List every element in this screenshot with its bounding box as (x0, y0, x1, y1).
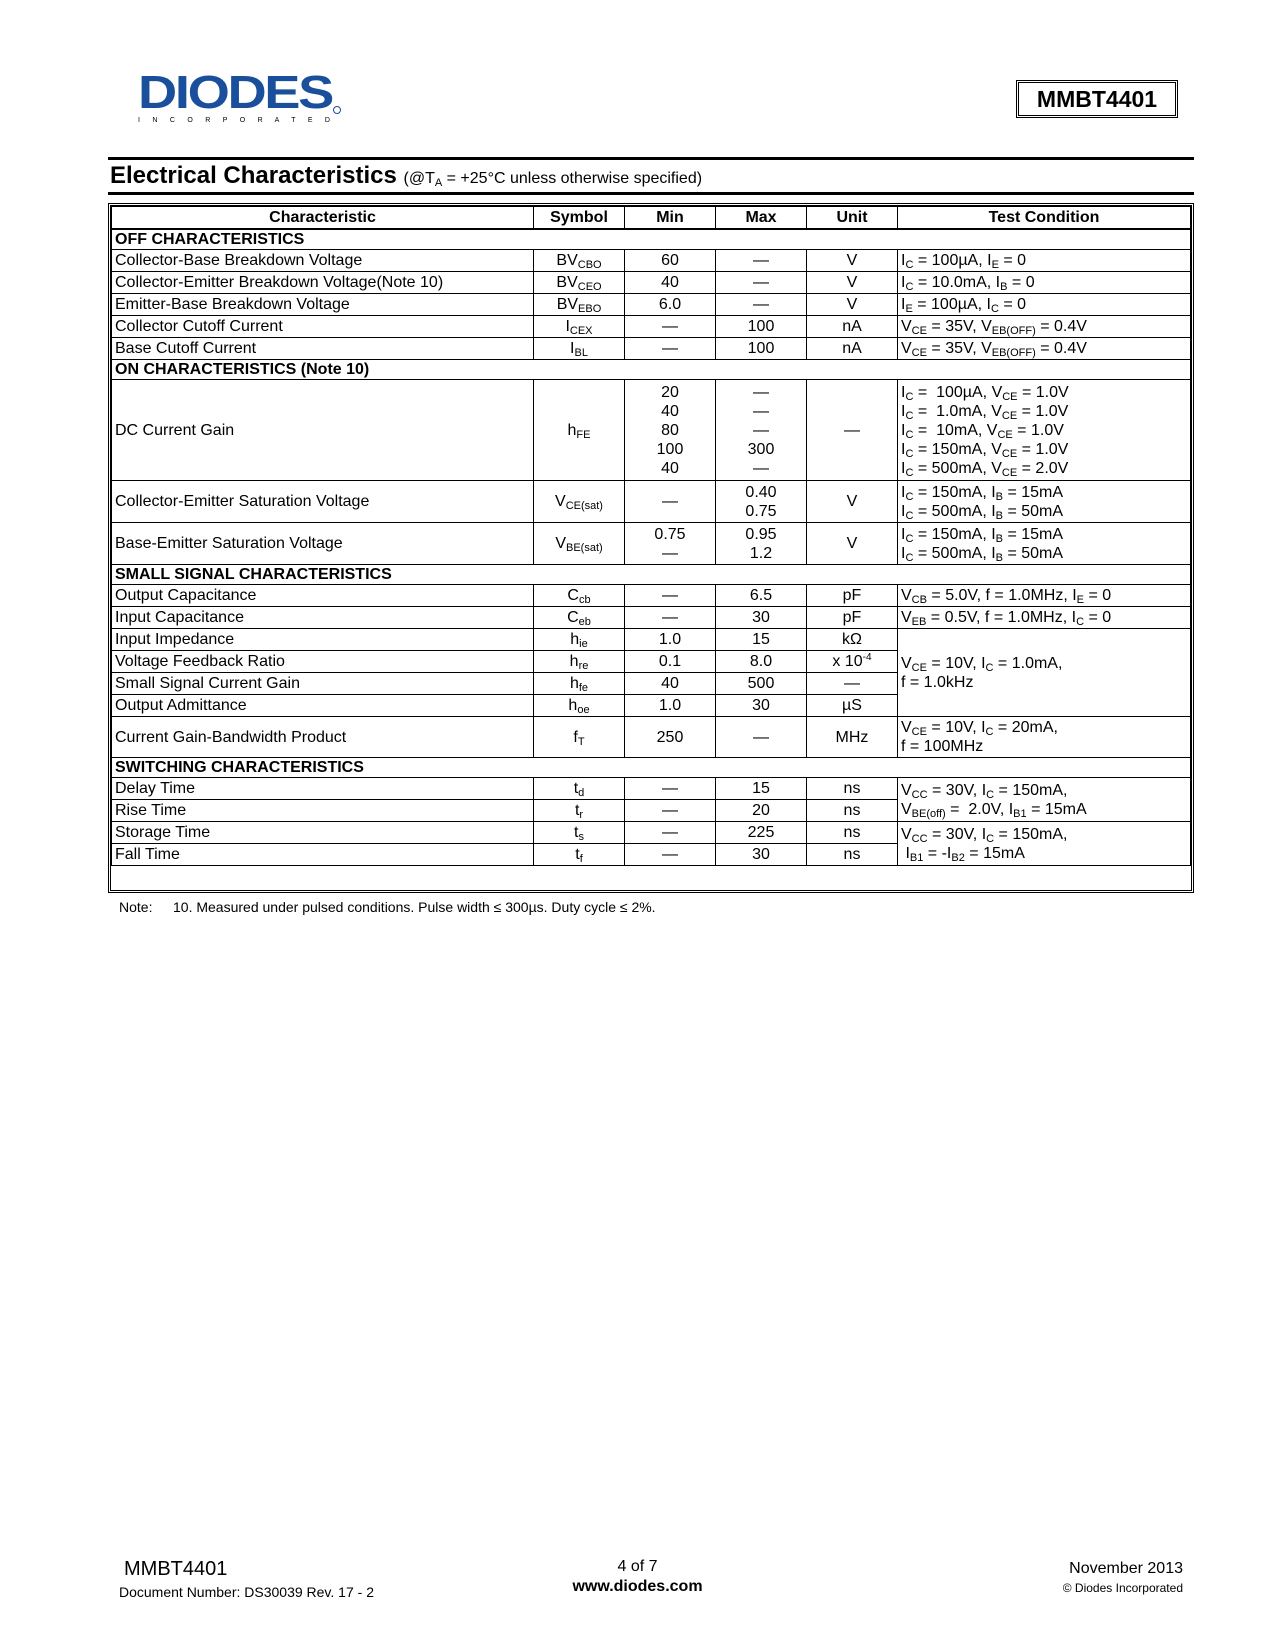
condition-cell (898, 822, 1191, 866)
unit-cell: ns (807, 800, 898, 822)
note-label: Note: (119, 899, 153, 915)
min-cell: — (625, 585, 716, 607)
max-cell: 15 (716, 778, 807, 800)
part-number-badge: MMBT4401 (1016, 80, 1178, 118)
characteristic-cell: Voltage Feedback Ratio (112, 651, 534, 673)
max-cell: 6.5 (716, 585, 807, 607)
min-value: 20 (661, 383, 679, 401)
section-condition: ($@T_A = +25^\circ C$ unless otherwise specified) (403, 170, 703, 189)
condition-line: $I_C = 500mA$, $V_{CE} = 2.0V$ (901, 459, 1069, 479)
table-row (112, 380, 1191, 481)
footer-part-number: MMBT4401 (124, 1558, 228, 1580)
max-cell: 8.0 (716, 651, 807, 673)
characteristic-cell: Small Signal Current Gain (112, 673, 534, 695)
condition-cell (898, 523, 1191, 565)
header-test-condition: Test Condition (898, 207, 1191, 230)
characteristic-cell: Input Impedance (112, 629, 534, 651)
symbol-cell: $BV_{EBO}$ (534, 294, 625, 316)
unit-cell: — (807, 673, 898, 695)
min-cell: — (625, 800, 716, 822)
symbol-cell: $I_{CEX}$ (534, 316, 625, 338)
min-value: 100 (656, 440, 684, 458)
characteristic-cell: Emitter-Base Breakdown Voltage (112, 294, 534, 316)
table-row (112, 250, 1191, 272)
min-cell: — (625, 338, 716, 360)
condition-cell (898, 778, 1191, 822)
table-row (112, 272, 1191, 294)
min-cell: — (625, 481, 716, 523)
symbol-cell: $BV_{CEO}$ (534, 272, 625, 294)
min-cell: 6.0 (625, 294, 716, 316)
symbol-cell: $V_{BE(sat)}$ (534, 523, 625, 565)
min-value: 40 (661, 459, 679, 477)
section-title-text: Electrical Characteristics (110, 162, 397, 189)
max-cell: — (716, 250, 807, 272)
unit-cell: µS (807, 695, 898, 717)
section-row-switching (112, 758, 1191, 778)
min-cell: 40 (625, 272, 716, 294)
condition-line: $I_{B1} = -I_{B2} = 15mA$ (901, 844, 1025, 864)
unit-cell: pF (807, 585, 898, 607)
characteristic-cell: Delay Time (112, 778, 534, 800)
symbol-cell: $t_s$ (534, 822, 625, 844)
symbol-cell: $BV_{CBO}$ (534, 250, 625, 272)
min-value: 0.75 (654, 525, 686, 543)
condition-line: $I_C = 10mA$, $V_{CE} = 1.0V$ (901, 421, 1064, 441)
table-row (112, 607, 1191, 629)
table-row (112, 338, 1191, 360)
logo-wordmark: DIODES (138, 70, 333, 118)
section-label: ON CHARACTERISTICS (Note 10) (112, 360, 1191, 380)
section-label: OFF CHARACTERISTICS (112, 229, 1191, 250)
table-row (112, 316, 1191, 338)
symbol-cell: $h_{re}$ (534, 651, 625, 673)
table-row (112, 778, 1191, 800)
header-max: Max (716, 207, 807, 230)
max-value: — (753, 459, 769, 477)
condition-line: $I_C = 150mA$, $I_B = 15mA$ (901, 525, 1064, 545)
characteristic-cell: Storage Time (112, 822, 534, 844)
characteristic-cell: Input Capacitance (112, 607, 534, 629)
footer-website-link[interactable]: www.diodes.com (572, 1578, 703, 1595)
characteristic-cell: Collector-Emitter Saturation Voltage (112, 481, 534, 523)
max-cell: 30 (716, 607, 807, 629)
condition-line: $I_C = 500mA$, $I_B = 50mA$ (901, 544, 1064, 564)
characteristic-cell: Rise Time (112, 800, 534, 822)
min-cell: 1.0 (625, 695, 716, 717)
characteristic-cell: Collector Cutoff Current (112, 316, 534, 338)
table-row (112, 585, 1191, 607)
footer-date: November 2013 (1069, 1560, 1183, 1577)
table-row (112, 717, 1191, 758)
condition-line: $V_{CC} = 30V$, $I_C = 150mA$, (901, 825, 1068, 845)
condition-line: $V_{CC} = 30V$, $I_C = 150mA$, (901, 781, 1068, 801)
min-value: 40 (661, 402, 679, 420)
max-value: 0.40 (745, 483, 777, 501)
footer-copyright: © Diodes Incorporated (1062, 1581, 1183, 1595)
table-row (112, 481, 1191, 523)
condition-line: $I_C = 150mA$, $V_{CE} = 1.0V$ (901, 440, 1069, 460)
electrical-characteristics-table (108, 203, 1194, 893)
symbol-cell: $t_r$ (534, 800, 625, 822)
condition-line: f = 100MHz (901, 738, 984, 755)
table-row (112, 629, 1191, 651)
max-cell: 225 (716, 822, 807, 844)
section-label: SWITCHING CHARACTERISTICS (112, 758, 1191, 778)
characteristic-cell: Collector-Emitter Breakdown Voltage(Note 10) (112, 272, 534, 294)
min-cell: — (625, 316, 716, 338)
condition-line: $V_{CE} = 10V$, $I_C = 20mA$, (901, 719, 1058, 738)
min-cell: — (625, 822, 716, 844)
unit-cell: V (807, 481, 898, 523)
min-cell: 1.0 (625, 629, 716, 651)
section-row-small-signal (112, 565, 1191, 585)
table-header-row (112, 207, 1191, 230)
symbol-cell: $C_{eb}$ (534, 607, 625, 629)
unit-cell: nA (807, 316, 898, 338)
max-value: 300 (747, 440, 775, 458)
condition-line: $V_{BE(off)} = 2.0V$, $I_{B1} = 15mA$ (901, 800, 1087, 820)
unit-cell: ns (807, 844, 898, 866)
characteristic-cell: Collector-Base Breakdown Voltage (112, 250, 534, 272)
min-cell (625, 523, 716, 565)
condition-line: $I_C = 1.0mA$, $V_{CE} = 1.0V$ (901, 402, 1069, 422)
min-value: — (662, 544, 678, 562)
max-cell: 500 (716, 673, 807, 695)
max-cell (716, 481, 807, 523)
characteristic-cell: Base Cutoff Current (112, 338, 534, 360)
characteristic-cell: DC Current Gain (112, 380, 534, 481)
diodes-logo (138, 70, 358, 130)
condition-cell: $I_C = 100\mu A$, $I_E = 0$ (898, 250, 1191, 272)
section-label: SMALL SIGNAL CHARACTERISTICS (112, 565, 1191, 585)
characteristic-cell: Current Gain-Bandwidth Product (112, 717, 534, 758)
header-min: Min (625, 207, 716, 230)
unit-cell: ns (807, 778, 898, 800)
characteristic-cell: Base-Emitter Saturation Voltage (112, 523, 534, 565)
min-cell: 0.1 (625, 651, 716, 673)
condition-cell (898, 629, 1191, 717)
unit-cell: kΩ (807, 629, 898, 651)
condition-cell: $V_{CB} = 5.0V$, f = 1.0MHz, $I_E = 0$ (898, 585, 1191, 607)
registered-mark-icon (334, 107, 341, 114)
max-value: — (753, 402, 769, 420)
max-cell: 20 (716, 800, 807, 822)
note-text: 10. Measured under pulsed conditions. Pulse width ≤ 300µs. Duty cycle ≤ 2%. (173, 899, 656, 915)
min-value: 80 (661, 421, 679, 439)
section-row-on (112, 360, 1191, 380)
unit-cell: V (807, 523, 898, 565)
condition-cell (898, 481, 1191, 523)
unit-cell: V (807, 272, 898, 294)
symbol-cell: $C_{cb}$ (534, 585, 625, 607)
logo-subtitle: I N C O R P O R A T E D (138, 117, 330, 124)
min-cell: — (625, 844, 716, 866)
condition-line: $I_C = 500mA$, $I_B = 50mA$ (901, 502, 1064, 522)
section-row-off (112, 229, 1191, 250)
min-cell: 40 (625, 673, 716, 695)
condition-cell: $V_{EB} = 0.5V$, f = 1.0MHz, $I_C = 0$ (898, 607, 1191, 629)
unit-cell: x $10^{-4}$ (807, 651, 898, 673)
symbol-cell: $h_{FE}$ (534, 380, 625, 481)
header-characteristic: Characteristic (112, 207, 534, 230)
symbol-cell: $V_{CE(sat)}$ (534, 481, 625, 523)
symbol-cell: $I_{BL}$ (534, 338, 625, 360)
min-cell (625, 380, 716, 481)
max-value: 1.2 (749, 544, 773, 562)
title-rule-top (108, 157, 1194, 160)
title-rule-bottom (108, 192, 1194, 195)
max-cell: — (716, 717, 807, 758)
condition-cell: $V_{CE} = 35V$, $V_{EB(OFF)} = 0.4V$ (898, 316, 1191, 338)
symbol-cell: $h_{fe}$ (534, 673, 625, 695)
unit-cell: V (807, 294, 898, 316)
max-cell (716, 523, 807, 565)
section-title (110, 162, 702, 190)
symbol-cell: $h_{oe}$ (534, 695, 625, 717)
condition-line: $V_{CE} = 10V$, $I_C = 1.0mA$, (901, 654, 1063, 674)
unit-cell: nA (807, 338, 898, 360)
condition-line: $I_C = 100\mu A$, $V_{CE} = 1.0V$ (901, 383, 1069, 403)
condition-line: $I_C = 150mA$, $I_B = 15mA$ (901, 483, 1064, 503)
min-cell: — (625, 778, 716, 800)
condition-cell: $I_C = 10.0mA$, $I_B = 0$ (898, 272, 1191, 294)
max-cell: 30 (716, 844, 807, 866)
max-value: 0.95 (745, 525, 777, 543)
unit-cell: pF (807, 607, 898, 629)
max-cell: 30 (716, 695, 807, 717)
header-unit: Unit (807, 207, 898, 230)
symbol-cell: $f_T$ (534, 717, 625, 758)
symbol-cell: $t_f$ (534, 844, 625, 866)
header-symbol: Symbol (534, 207, 625, 230)
table-row (112, 294, 1191, 316)
symbol-cell: $h_{ie}$ (534, 629, 625, 651)
table-row (112, 523, 1191, 565)
max-value: — (753, 421, 769, 439)
footer-page-number: 4 of 7 (617, 1558, 658, 1575)
min-cell: — (625, 607, 716, 629)
unit-cell: V (807, 250, 898, 272)
condition-cell: $I_E = 100\mu A$, $I_C = 0$ (898, 294, 1191, 316)
max-cell: — (716, 294, 807, 316)
symbol-cell: $t_d$ (534, 778, 625, 800)
max-value: — (753, 383, 769, 401)
unit-cell: ns (807, 822, 898, 844)
max-cell: 100 (716, 338, 807, 360)
min-cell: 250 (625, 717, 716, 758)
min-cell: 60 (625, 250, 716, 272)
characteristic-cell: Fall Time (112, 844, 534, 866)
condition-cell (898, 717, 1191, 758)
max-value: 0.75 (745, 502, 777, 520)
unit-cell: — (807, 380, 898, 481)
max-cell: — (716, 272, 807, 294)
footer-document-number: Document Number: DS30039 Rev. 17 - 2 (119, 1584, 374, 1600)
max-cell: 100 (716, 316, 807, 338)
condition-cell (898, 380, 1191, 481)
condition-line: f = 1.0kHz (901, 673, 974, 691)
max-cell: 15 (716, 629, 807, 651)
characteristic-cell: Output Admittance (112, 695, 534, 717)
characteristic-cell: Output Capacitance (112, 585, 534, 607)
max-cell (716, 380, 807, 481)
unit-cell: MHz (807, 717, 898, 758)
condition-cell: $V_{CE} = 35V$, $V_{EB(OFF)} = 0.4V$ (898, 338, 1191, 360)
table-note (119, 899, 656, 915)
table-row (112, 822, 1191, 844)
